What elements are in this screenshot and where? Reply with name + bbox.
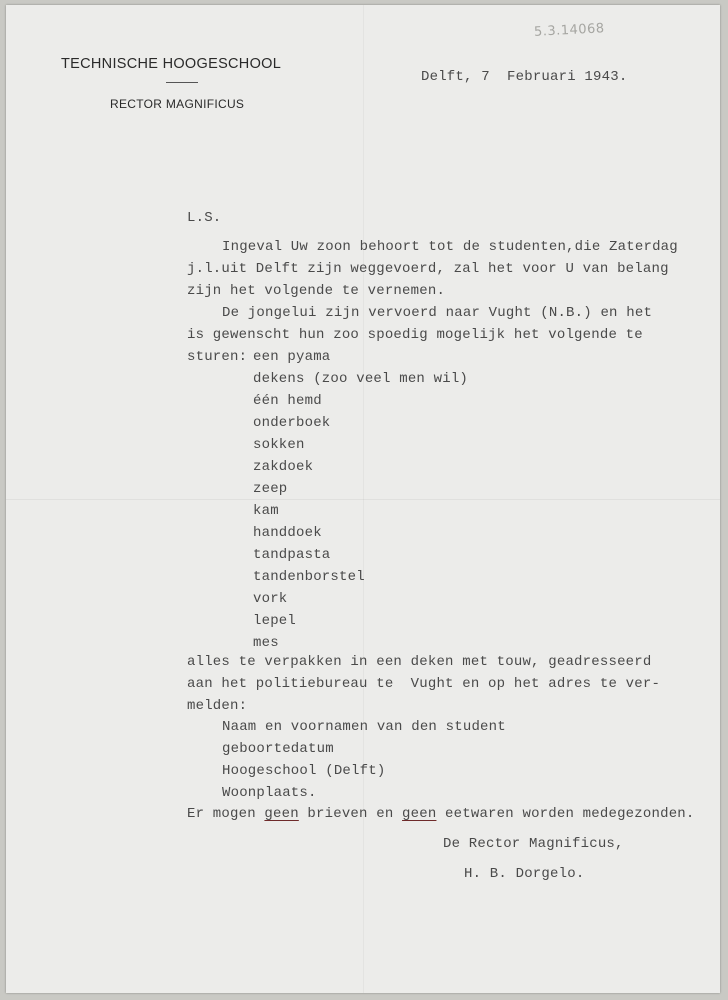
packing-list-item: zeep xyxy=(253,481,288,497)
packing-list-item: tandpasta xyxy=(253,547,331,563)
closing-part: brieven en xyxy=(298,806,403,822)
item-first: een pyama xyxy=(253,349,331,365)
paragraph3-line3: melden: xyxy=(187,698,248,714)
date-line: Delft, 7 Februari 1943. xyxy=(421,69,628,85)
signature-title: De Rector Magnificus, xyxy=(443,836,624,852)
letterhead-office: RECTOR MAGNIFICUS xyxy=(110,97,245,111)
closing-emphasis: geen xyxy=(264,806,299,822)
fold-line-vertical xyxy=(363,5,364,993)
packing-list-item: lepel xyxy=(253,613,297,629)
packing-list-item: één hemd xyxy=(253,393,322,409)
packing-list-item: sokken xyxy=(253,437,305,453)
packing-list-item: zakdoek xyxy=(253,459,314,475)
packing-list-item: onderboek xyxy=(253,415,331,431)
paragraph2-line3-prefix: sturen: xyxy=(187,349,248,365)
paragraph3-line1: alles te verpakken in een deken met touw, geadresseerd xyxy=(187,654,652,670)
closing-emphasis: geen xyxy=(402,806,437,822)
salutation: L.S. xyxy=(187,210,222,226)
paragraph1-line2: j.l.uit Delft zijn weggevoerd, zal het voor U van belang xyxy=(187,261,669,277)
closing-line xyxy=(187,806,695,822)
address-field: Naam en voornamen van den student xyxy=(222,719,506,735)
packing-list-item: dekens (zoo veel men wil) xyxy=(253,371,469,387)
address-field: Hoogeschool (Delft) xyxy=(222,763,386,779)
closing-part: eetwaren worden medegezonden. xyxy=(436,806,695,822)
packing-list-item: vork xyxy=(253,591,288,607)
paragraph2-line2: is gewenscht hun zoo spoedig mogelijk het volgende te xyxy=(187,327,643,343)
paragraph1-line3: zijn het volgende te vernemen. xyxy=(187,283,446,299)
paragraph2-line1: De jongelui zijn vervoerd naar Vught (N.B.) en het xyxy=(222,305,653,321)
paragraph3-line2: aan het politiebureau te Vught en op het adres te ver- xyxy=(187,676,661,692)
packing-list-item: kam xyxy=(253,503,279,519)
closing-part: Er mogen xyxy=(187,806,265,822)
address-field: Woonplaats. xyxy=(222,785,317,801)
address-field: geboortedatum xyxy=(222,741,334,757)
letterhead-institution: TECHNISCHE HOOGESCHOOL xyxy=(61,56,282,72)
paragraph1-line1: Ingeval Uw zoon behoort tot de studenten,die Zaterdag xyxy=(222,239,678,255)
archive-mark: 5.3.14068 xyxy=(533,21,606,40)
signature-name: H. B. Dorgelo. xyxy=(464,866,585,882)
packing-list-item: tandenborstel xyxy=(253,569,365,585)
letter-page xyxy=(6,5,720,993)
packing-list-item: mes xyxy=(253,635,279,651)
packing-list-item: handdoek xyxy=(253,525,322,541)
letterhead-rule xyxy=(166,82,198,83)
